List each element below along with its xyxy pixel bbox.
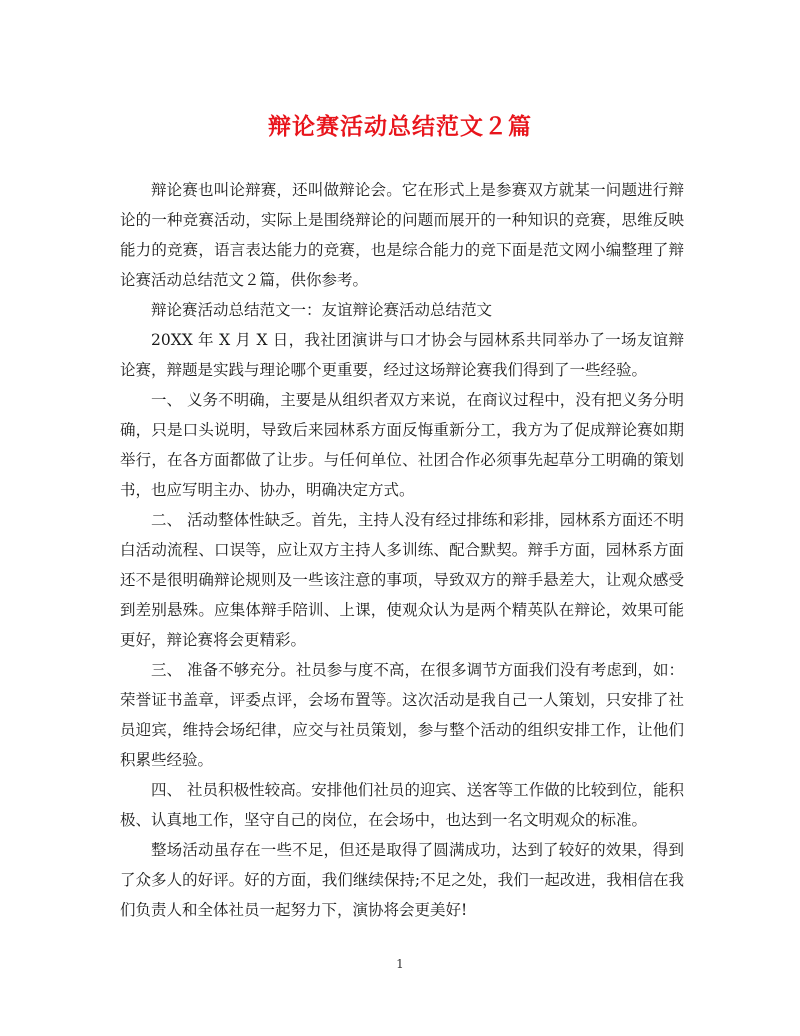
document-title: 辩论赛活动总结范文２篇 xyxy=(268,113,532,140)
paragraph-date: 20XX 年 X 月 X 日，我社团演讲与口才协会与园林系共同举办了一场友谊辩论赛，辩题是实践与理论哪个更重要，经过这场辩论赛我们得到了一些经验。 xyxy=(120,331,684,379)
page-number: 1 xyxy=(396,957,404,971)
document-body xyxy=(120,175,684,925)
paragraph-point-3: 三、 准备不够充分。社员参与度不高，在很多调节方面我们没有考虑到，如：荣誉证书盖章，评委点评，会场布置等。这次活动是我自己一人策划，只安排了社员迎宾，维持会场纪律，应交与社员策划，参与整个活动的组织安排工作，让他们积累些经验。 xyxy=(120,661,684,769)
paragraph-intro: 辩论赛也叫论辩赛，还叫做辩论会。它在形式上是参赛双方就某一问题进行辩论的一种竞赛活动，实际上是围绕辩论的问题而展开的一种知识的竞赛，思维反映能力的竞赛，语言表达能力的竞赛，也是综合能力的竞下面是范文网小编整理了辩论赛活动总结范文２篇，供你参考。 xyxy=(120,181,684,289)
paragraph-point-2: 二、 活动整体性缺乏。首先，主持人没有经过排练和彩排，园林系方面还不明白活动流程、口误等，应让双方主持人多训练、配合默契。辩手方面，园林系方面还不是很明确辩论规则及一些该注意的事项，导致双方的辩手悬差大，让观众感受到差别悬殊。应集体辩手陪训、上课，使观众认为是两个精英队在辩论，效果可能更好，辩论赛将会更精彩。 xyxy=(120,511,684,649)
paragraph-subtitle: 辩论赛活动总结范文一：友谊辩论赛活动总结范文 xyxy=(151,301,493,319)
paragraph-point-1: 一、 义务不明确，主要是从组织者双方来说，在商议过程中，没有把义务分明确，只是口头说明，导致后来园林系方面反悔重新分工，我方为了促成辩论赛如期举行，在各方面都做了让步。与任何单位、社团合作必须事先起草分工明确的策划书，也应写明主办、协办，明确决定方式。 xyxy=(120,391,684,499)
paragraph-conclusion: 整场活动虽存在一些不足，但还是取得了圆满成功，达到了较好的效果，得到了众多人的好评。好的方面，我们继续保持;不足之处，我们一起改进，我相信在我们负责人和全体社员一起努力下，演协将会更美好! xyxy=(120,841,684,919)
paragraph-point-4: 四、 社员积极性较高。安排他们社员的迎宾、送客等工作做的比较到位，能积极、认真地工作，坚守自己的岗位，在会场中，也达到一名文明观众的标准。 xyxy=(120,781,684,829)
